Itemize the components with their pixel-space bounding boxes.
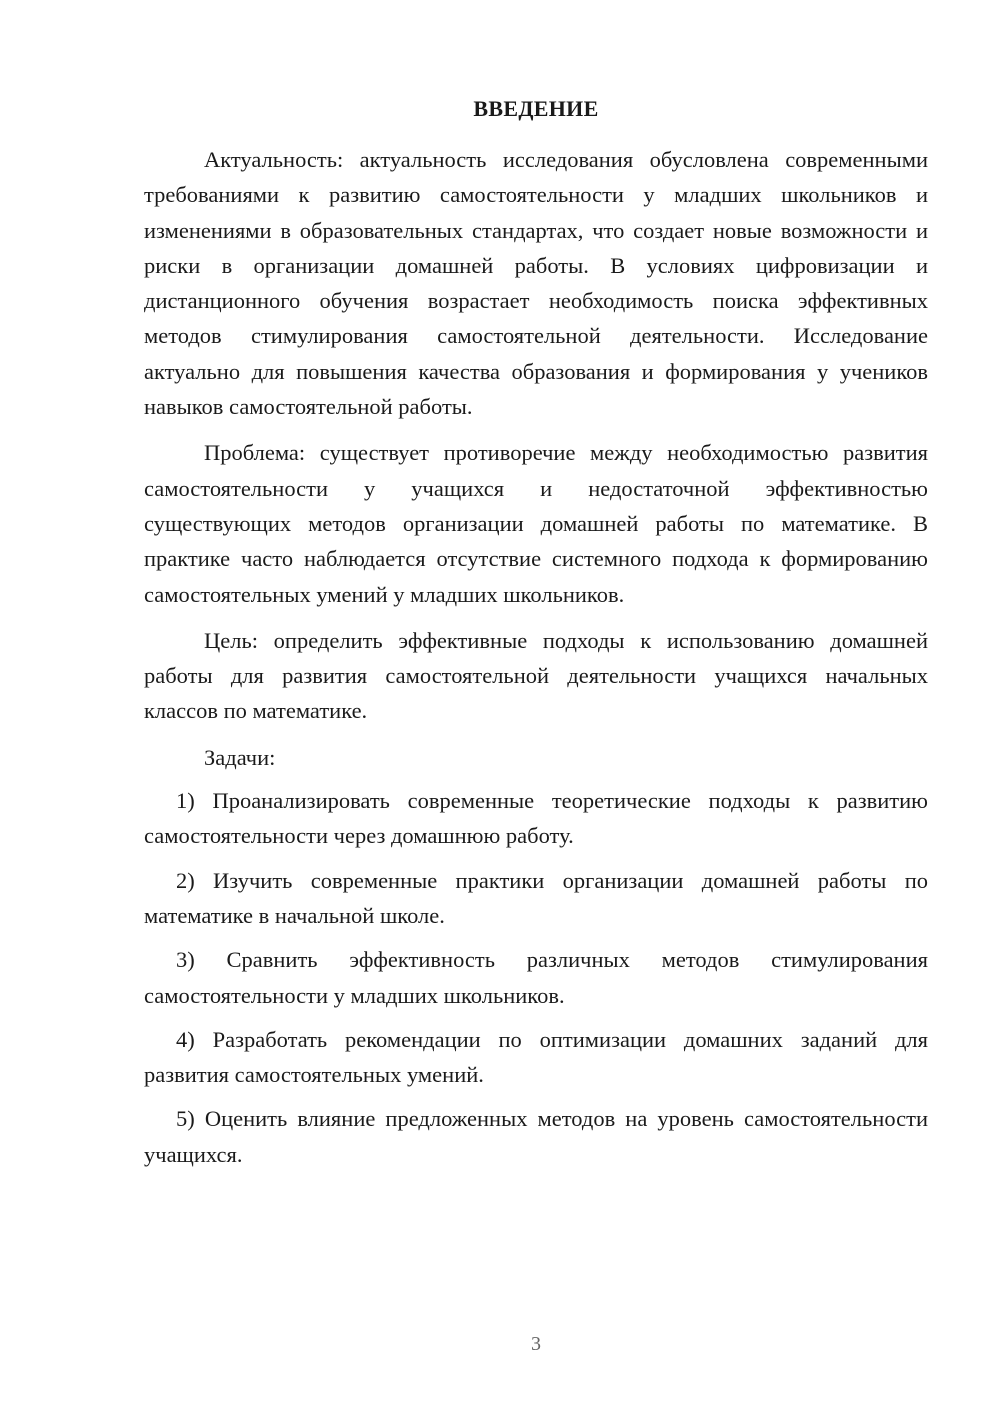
task-item: 3) Сравнить эффективность различных методов стимулирования самостоятельности у младших школьников.	[144, 947, 928, 1008]
tasks-heading: Задачи:	[204, 744, 276, 770]
task-item: 4) Разработать рекомендации по оптимизации домашних заданий для развития самостоятельных умений.	[144, 1026, 928, 1088]
page-number: 3	[531, 1333, 541, 1355]
section-title: ВВЕДЕНИЕ	[473, 96, 599, 121]
task-item: 1) Проанализировать современные теоретические подходы к развитию самостоятельности через домашнюю работу.	[144, 788, 928, 849]
relevance-paragraph: Актуальность: актуальность исследования обусловлена современными требованиями к развитию самостоятельности у младших школьников и изменениями в образовательных стандартах, что создает новые возможности и риски в организации домашней работы. В условиях цифровизации и дистанционного обучения возрастает необходимость поиска эффективных методов стимулирования самостоятельной деятельности. Исследование актуально для повышения качества образования и формирования у учеников навыков самостоятельной работы.	[144, 147, 928, 420]
task-item: 5) Оценить влияние предложенных методов на уровень самостоятельности учащихся.	[144, 1106, 928, 1167]
goal-paragraph: Цель: определить эффективные подходы к использованию домашней работы для развития самостоятельной деятельности учащихся начальных классов по математике.	[144, 627, 928, 724]
task-item: 2) Изучить современные практики организации домашней работы по математике в начальной школе.	[144, 867, 928, 928]
problem-paragraph: Проблема: существует противоречие между необходимостью развития самостоятельности у учащихся и недостаточной эффективностью существующих методов организации домашней работы по математике. В практике часто наблюдается отсутствие системного подхода к формированию самостоятельных умений у младших школьников.	[144, 440, 928, 607]
document-body	[144, 142, 928, 1181]
